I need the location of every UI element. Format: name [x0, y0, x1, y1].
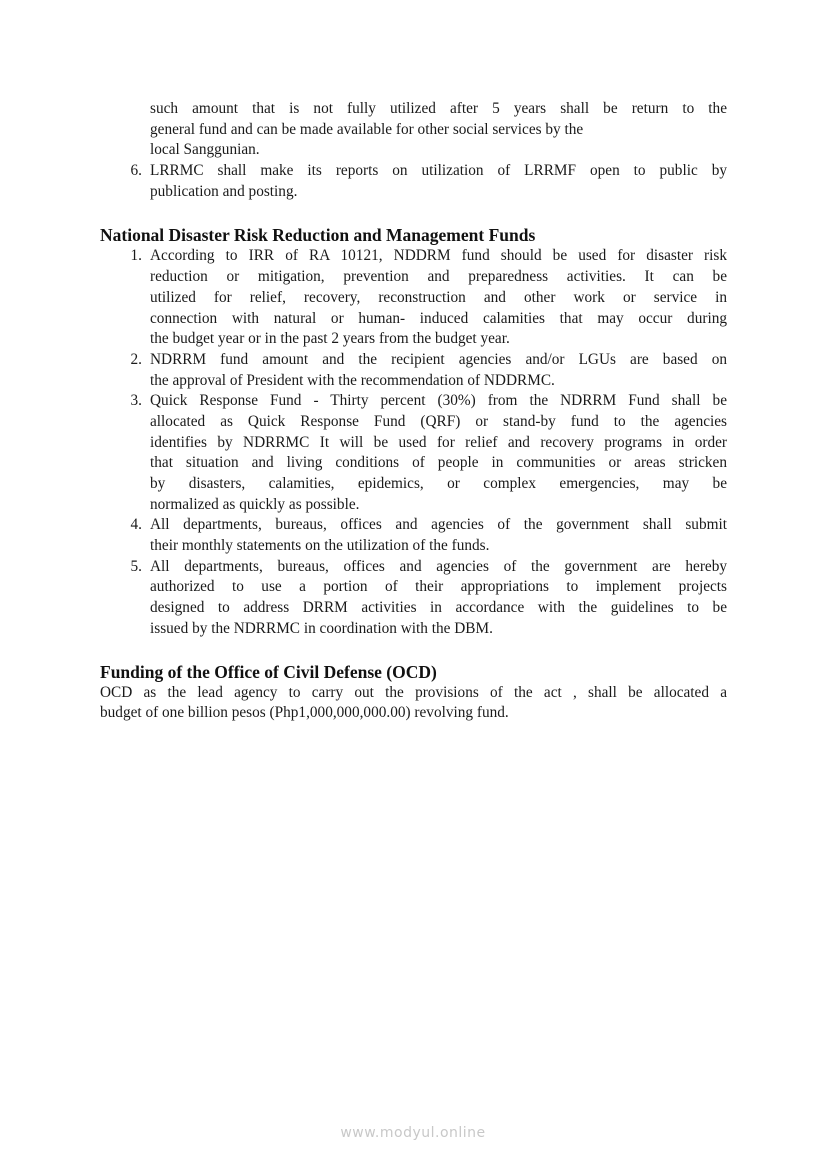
- text-line: designed to address DRRM activities in accordance with the guidelines to be: [150, 599, 727, 617]
- text-line: the approval of President with the recommendation of NDDRMC.: [150, 371, 555, 389]
- list-item: [100, 515, 727, 556]
- text-line: identifies by NDRRMC It will be used for relief and recovery programs in order: [150, 433, 727, 451]
- text-line: by disasters, calamities, epidemics, or complex emergencies, may be: [150, 475, 727, 492]
- list-item-number: 3.: [130, 392, 142, 410]
- text-line: general fund and can be made available for other social services by the: [150, 120, 584, 138]
- text-line: budget of one billion pesos (Php1,000,000,000.00) revolving fund.: [100, 704, 509, 722]
- text-line: allocated as Quick Response Fund (QRF) or stand-by fund to the agencies: [150, 412, 727, 430]
- text-line: issued by the NDRRMC in coordination with the DBM.: [150, 619, 493, 637]
- text-line: that situation and living conditions of people in communities or areas stricken: [150, 454, 727, 472]
- continued-paragraph: [100, 99, 727, 161]
- footer-watermark: www.modyul.online: [340, 1125, 486, 1141]
- list-item-number: 2.: [130, 350, 142, 368]
- text-line: the budget year or in the past 2 years from the budget year.: [150, 330, 510, 348]
- continuation-block: [100, 99, 727, 202]
- ndrrm-funds-list: [100, 246, 727, 639]
- text-line: local Sanggunian.: [150, 141, 260, 159]
- text-line: normalized as quickly as possible.: [150, 495, 360, 513]
- list-item-number: 4.: [130, 516, 142, 534]
- text-line: connection with natural or human- induced calamities that may occur during: [150, 309, 727, 327]
- list-item-number: 6.: [130, 162, 142, 180]
- text-line: their monthly statements on the utilization of the funds.: [150, 537, 490, 555]
- text-line: publication and posting.: [150, 182, 298, 200]
- text-line: such amount that is not fully utilized after 5 years shall be return to the: [150, 100, 727, 117]
- section-heading-ndrrm-funds: National Disaster Risk Reduction and Management Funds: [100, 225, 536, 246]
- list-item-number: 5.: [130, 557, 142, 575]
- text-line: OCD as the lead agency to carry out the provisions of the act , shall be allocated a: [100, 683, 727, 701]
- list-item: [100, 557, 727, 640]
- section-heading-ocd-funding: Funding of the Office of Civil Defense (OCD): [100, 661, 437, 682]
- text-line: Quick Response Fund - Thirty percent (30%) from the NDRRM Fund shall be: [150, 392, 727, 410]
- list-item: [100, 161, 727, 202]
- list-item: [100, 246, 727, 349]
- ocd-funding-paragraph: [100, 683, 727, 724]
- list-item: [100, 350, 727, 391]
- text-line: All departments, bureaus, offices and agencies of the government shall submit: [150, 516, 727, 534]
- text-line: reduction or mitigation, prevention and preparedness activities. It can be: [150, 268, 727, 286]
- list-item-number: 1.: [130, 247, 142, 265]
- text-line: authorized to use a portion of their appropriations to implement projects: [150, 578, 727, 596]
- document-page: [100, 99, 727, 724]
- text-line: All departments, bureaus, offices and agencies of the government are hereby: [150, 557, 727, 575]
- text-line: LRRMC shall make its reports on utilization of LRRMF open to public by: [150, 162, 727, 180]
- text-line: utilized for relief, recovery, reconstruction and other work or service in: [150, 288, 727, 306]
- text-line: According to IRR of RA 10121, NDDRM fund should be used for disaster risk: [150, 247, 727, 265]
- list-item: [100, 391, 727, 515]
- text-line: NDRRM fund amount and the recipient agencies and/or LGUs are based on: [150, 350, 727, 368]
